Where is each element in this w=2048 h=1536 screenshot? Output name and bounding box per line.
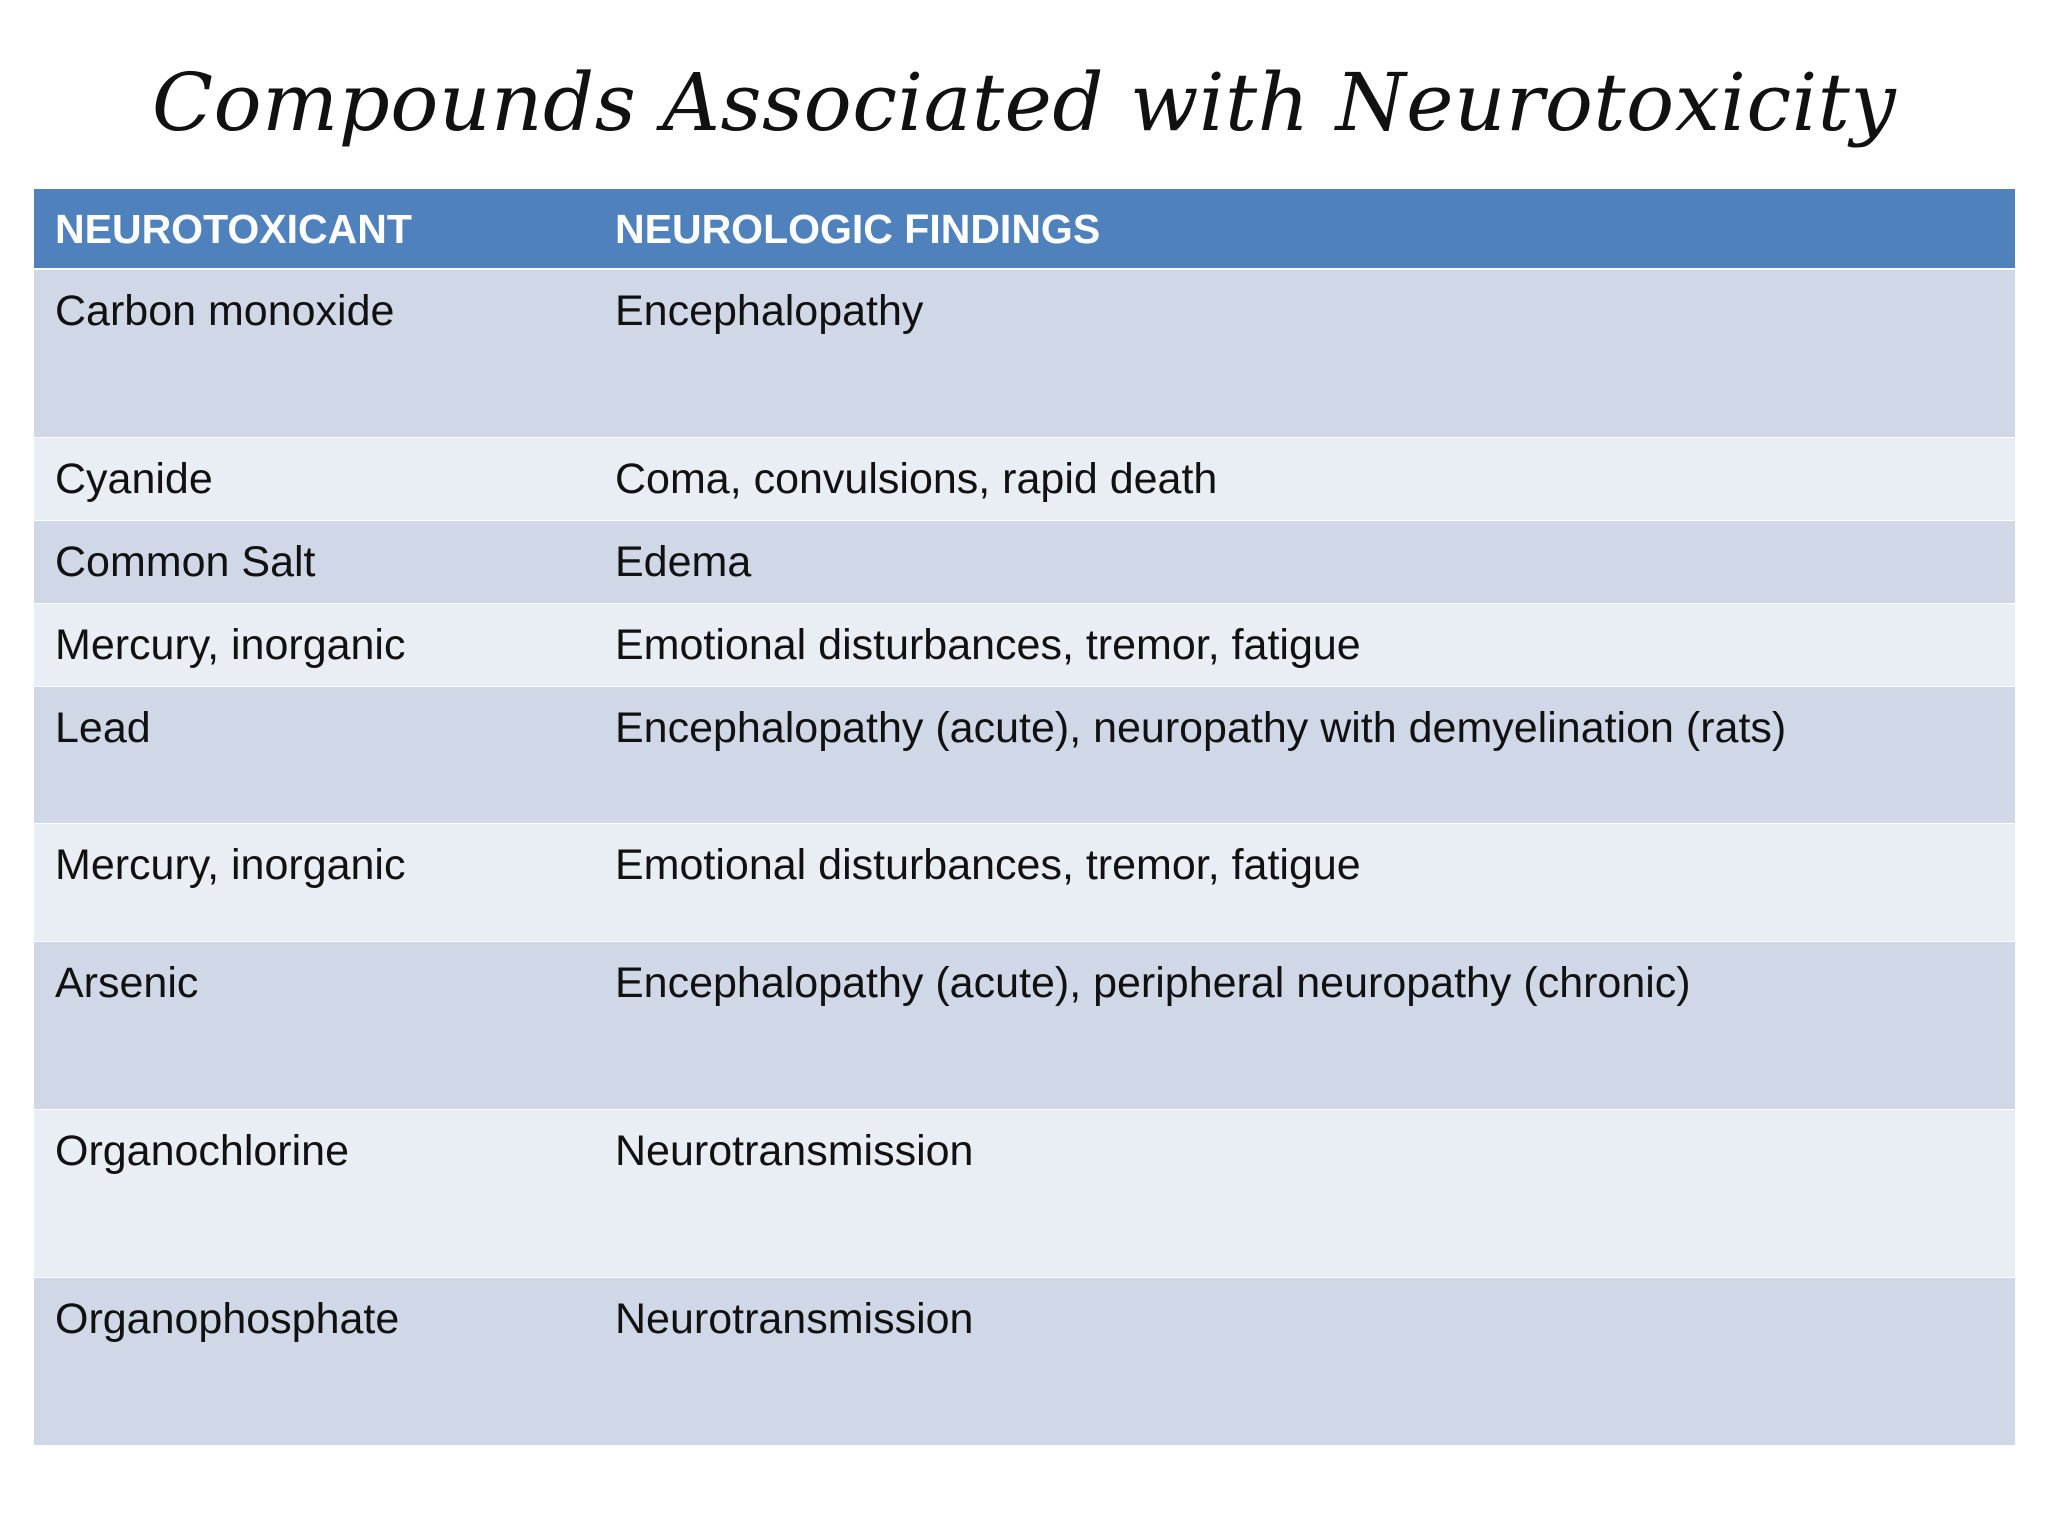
table-row bbox=[34, 604, 2015, 687]
table-row bbox=[34, 1110, 2015, 1278]
compound-cell: Lead bbox=[55, 704, 151, 752]
table-row bbox=[34, 270, 2015, 438]
compound-cell: Mercury, inorganic bbox=[55, 621, 406, 669]
table-row bbox=[34, 521, 2015, 604]
finding-cell: Neurotransmission bbox=[615, 1127, 974, 1175]
finding-cell: Emotional disturbances, tremor, fatigue bbox=[615, 841, 1361, 889]
table-header-row bbox=[34, 189, 2015, 270]
table-row bbox=[34, 942, 2015, 1110]
header-neurotoxicant: NEUROTOXICANT bbox=[55, 206, 412, 252]
table-row bbox=[34, 824, 2015, 942]
compound-cell: Arsenic bbox=[55, 959, 199, 1007]
finding-cell: Encephalopathy (acute), neuropathy with demyelination (rats) bbox=[615, 704, 1787, 752]
compound-cell: Organochlorine bbox=[55, 1127, 350, 1175]
finding-cell: Emotional disturbances, tremor, fatigue bbox=[615, 621, 1361, 669]
table-row bbox=[34, 687, 2015, 824]
compound-cell: Mercury, inorganic bbox=[55, 841, 406, 889]
compound-cell: Cyanide bbox=[55, 455, 213, 503]
slide-title: Compounds Associated with Neurotoxicity bbox=[151, 56, 1897, 149]
header-neurologic-findings: NEUROLOGIC FINDINGS bbox=[615, 206, 1101, 252]
compound-cell: Common Salt bbox=[55, 538, 316, 586]
finding-cell: Neurotransmission bbox=[615, 1295, 974, 1343]
finding-cell: Encephalopathy bbox=[615, 287, 924, 335]
table-row bbox=[34, 438, 2015, 521]
neurotoxicity-table bbox=[34, 189, 2015, 1446]
finding-cell: Coma, convulsions, rapid death bbox=[615, 455, 1218, 503]
finding-cell: Edema bbox=[615, 538, 752, 586]
compound-cell: Organophosphate bbox=[55, 1295, 400, 1343]
finding-cell: Encephalopathy (acute), peripheral neuropathy (chronic) bbox=[615, 959, 1691, 1007]
table-row bbox=[34, 1278, 2015, 1446]
compound-cell: Carbon monoxide bbox=[55, 287, 395, 335]
